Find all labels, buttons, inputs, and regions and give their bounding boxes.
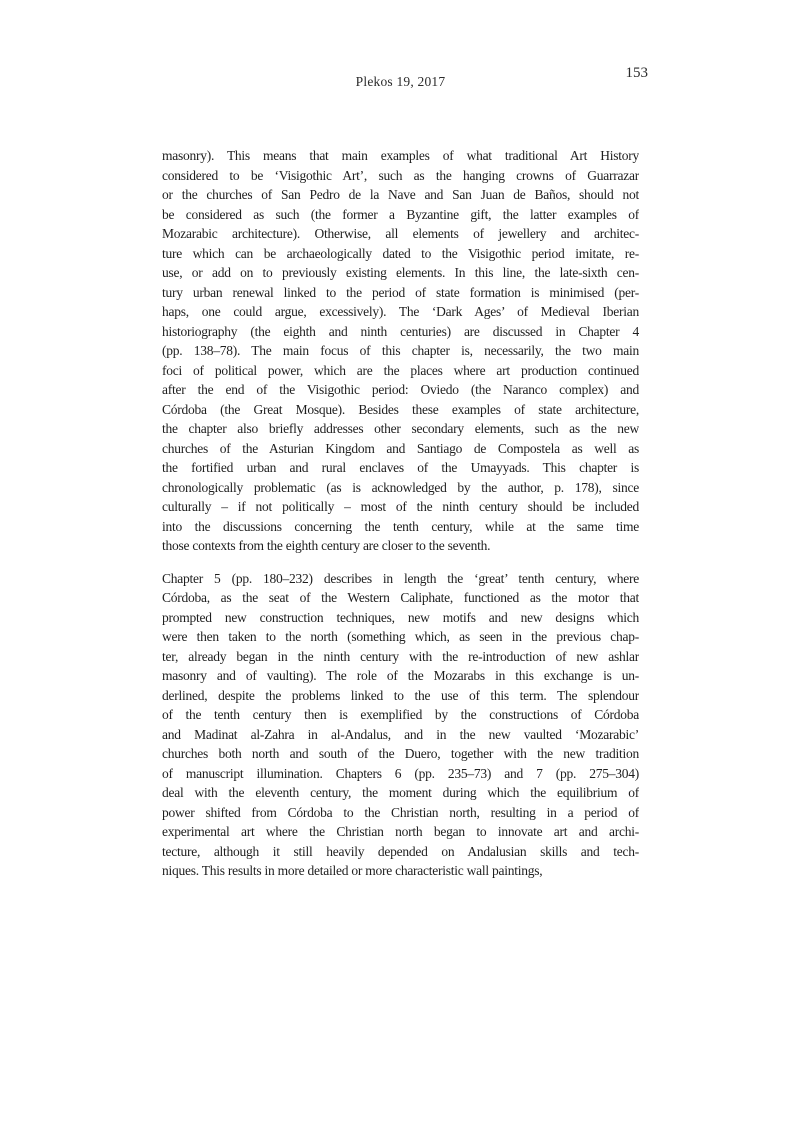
text-line: after the end of the Visigothic period: Oviedo (the Naranco complex) and [162, 382, 639, 397]
text-line: Córdoba, as the seat of the Western Caliphate, functioned as the motor that [162, 590, 639, 605]
text-line: masonry and of vaulting). The role of the Mozarabs in this exchange is un- [162, 668, 639, 683]
text-line: prompted new construction techniques, new motifs and new designs which [162, 609, 639, 625]
text-line: were then taken to the north (something which, as seen in the previous chap- [162, 629, 639, 644]
paragraph [162, 569, 639, 881]
text-line: chronologically problematic (as is acknowledged by the author, p. 178), since [162, 479, 639, 495]
text-line: and Madinat al-Zahra in al-Andalus, and in the new vaulted ‘Mozarabic’ [162, 726, 639, 742]
text-line: tecture, although it still heavily depended on Andalusian skills and tech- [162, 843, 639, 859]
text-line: the chapter also briefly addresses other secondary elements, such as the new [162, 421, 639, 436]
text-line: derlined, despite the problems linked to the use of this term. The splendour [162, 687, 639, 703]
text-line: masonry). This means that main examples of what traditional Art History [162, 148, 639, 163]
text-line: culturally – if not politically – most of the ninth century should be included [162, 499, 639, 514]
text-line: ter, already began in the ninth century with the re-introduction of new ashlar [162, 648, 639, 664]
text-line: ture which can be archaeologically dated to the Visigothic period imitate, re- [162, 245, 639, 261]
text-line: use, or add on to previously existing elements. In this line, the late-sixth cen- [162, 265, 639, 280]
text-line: historiography (the eighth and ninth centuries) are discussed in Chapter 4 [162, 323, 639, 339]
text-line: experimental art where the Christian north began to innovate art and archi- [162, 824, 639, 839]
text-line: power shifted from Córdoba to the Christian north, resulting in a period of [162, 804, 639, 820]
text-line: those contexts from the eighth century are closer to the seventh. [162, 538, 491, 553]
text-line: deal with the eleventh century, the moment during which the equilibrium of [162, 785, 639, 800]
text-line: foci of political power, which are the places where art production continued [162, 362, 639, 378]
text-line: churches both north and south of the Duero, together with the new tradition [162, 746, 639, 761]
running-header-journal: Plekos 19, 2017 [355, 74, 446, 89]
text-line: or the churches of San Pedro de la Nave and San Juan de Baños, should not [162, 187, 639, 202]
body-text [162, 146, 639, 894]
text-line: Córdoba (the Great Mosque). Besides these examples of state architecture, [162, 401, 639, 417]
paragraph [162, 146, 639, 556]
text-line: the fortified urban and rural enclaves of the Umayyads. This chapter is [162, 460, 639, 475]
text-line: Mozarabic architecture). Otherwise, all elements of jewellery and architec- [162, 226, 639, 241]
text-line: haps, one could argue, excessively). The ‘Dark Ages’ of Medieval Iberian [162, 304, 639, 319]
text-line: of the tenth century then is exemplified by the constructions of Córdoba [162, 707, 639, 722]
text-line: into the discussions concerning the tenth century, while at the same time [162, 518, 639, 534]
text-line: considered to be ‘Visigothic Art’, such as the hanging crowns of Guarrazar [162, 167, 639, 183]
text-line: tury urban renewal linked to the period of state formation is minimised (per- [162, 284, 639, 300]
text-line: churches of the Asturian Kingdom and Santiago de Compostela as well as [162, 440, 639, 456]
text-line: of manuscript illumination. Chapters 6 (pp. 235–73) and 7 (pp. 275–304) [162, 765, 639, 781]
text-line: niques. This results in more detailed or more characteristic wall paintings, [162, 863, 543, 878]
text-line: Chapter 5 (pp. 180–232) describes in length the ‘great’ tenth century, where [162, 570, 639, 586]
text-line: (pp. 138–78). The main focus of this chapter is, necessarily, the two main [162, 343, 639, 358]
text-line: be considered as such (the former a Byzantine gift, the latter examples of [162, 206, 639, 222]
page-number: 153 [625, 65, 648, 81]
